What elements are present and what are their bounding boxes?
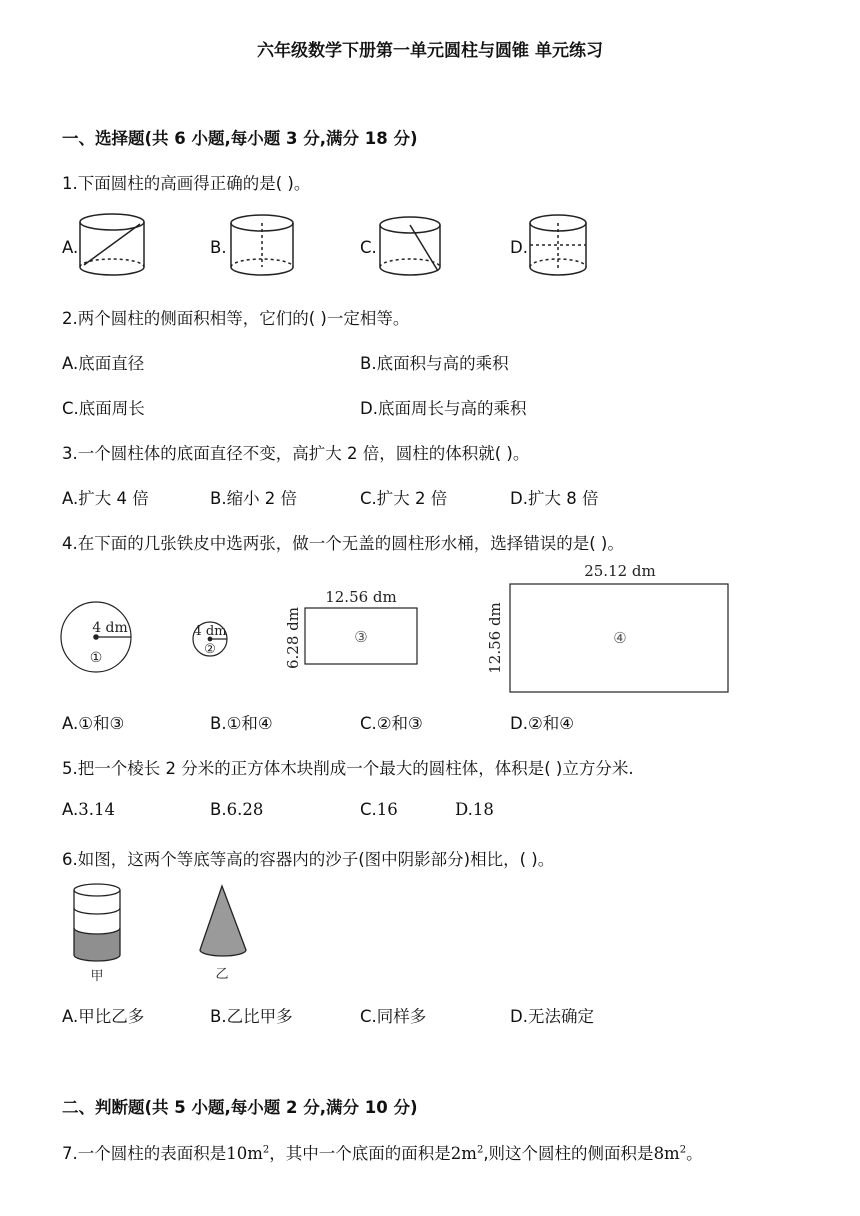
question-1: 1.下面圆柱的高画得正确的是( )。: [62, 174, 311, 193]
q6-option-b[interactable]: B.乙比甲多: [210, 1007, 293, 1026]
cone-container-icon: [200, 886, 246, 956]
cylinder-b-icon: [231, 215, 293, 275]
question-5: 5.把一个棱长 2 分米的正方体木块削成一个最大的圆柱体，体积是( )立方分米.: [62, 759, 634, 778]
circle2-radius-label: 4 dm: [193, 624, 227, 639]
circle1-number: ①: [89, 650, 103, 666]
q1-cylinders-figure: [0, 205, 860, 285]
label-jia: 甲: [90, 969, 104, 984]
q1-option-b[interactable]: B.: [210, 238, 227, 257]
rect4-side-label: 12.56 dm: [486, 602, 504, 674]
q5-option-d[interactable]: D.18: [455, 800, 494, 819]
q4-option-d[interactable]: D.②和④: [510, 714, 575, 733]
cylinder-container-icon: [74, 884, 120, 961]
q4-option-b[interactable]: B.①和④: [210, 714, 273, 733]
q1-option-a[interactable]: A.: [62, 238, 79, 257]
q5-option-c[interactable]: C.16: [360, 800, 398, 819]
page-title: 六年级数学下册第一单元圆柱与圆锥 单元练习: [257, 41, 603, 61]
question-7: 7.一个圆柱的表面积是$10m^2$，其中一个底面的面积是$2m^2$,则这个圆柱的侧面积是$8m^2$。: [62, 1144, 703, 1163]
rect3-number: ③: [354, 628, 368, 646]
question-4: 4.在下面的几张铁皮中选两张，做一个无盖的圆柱形水桶，选择错误的是( )。: [62, 534, 624, 553]
rect4-number: ④: [613, 629, 627, 647]
q4-option-a[interactable]: A.①和③: [62, 714, 125, 733]
q4-option-c[interactable]: C.②和③: [360, 714, 423, 733]
circle1-radius-label: 4 dm: [92, 620, 128, 636]
q6-option-c[interactable]: C.同样多: [360, 1007, 427, 1026]
q1-option-c[interactable]: C.: [360, 238, 377, 257]
question-3: 3.一个圆柱体的底面直径不变，高扩大 2 倍，圆柱的体积就( )。: [62, 444, 530, 463]
q3-option-a[interactable]: A.扩大 4 倍: [62, 489, 149, 508]
q4-sheets-figure: [0, 558, 860, 703]
section-2-heading: 二、判断题(共 5 小题,每小题 2 分,满分 10 分): [62, 1098, 418, 1117]
q3-option-c[interactable]: C.扩大 2 倍: [360, 489, 448, 508]
cylinder-c-icon: [380, 217, 440, 275]
circle2-number: ②: [204, 642, 216, 657]
section-1-heading: 一、选择题(共 6 小题,每小题 3 分,满分 18 分): [62, 129, 418, 148]
q5-option-b[interactable]: B.6.28: [210, 800, 264, 819]
q2-option-a[interactable]: A.底面直径: [62, 354, 145, 373]
question-2: 2.两个圆柱的侧面积相等，它们的( )一定相等。: [62, 309, 410, 328]
q2-option-b[interactable]: B.底面积与高的乘积: [360, 354, 509, 373]
label-yi: 乙: [215, 967, 229, 982]
q1-option-d[interactable]: D.: [510, 238, 528, 257]
q6-option-d[interactable]: D.无法确定: [510, 1007, 594, 1026]
q5-option-a[interactable]: A.3.14: [62, 800, 115, 819]
rect3-top-label: 12.56 dm: [325, 588, 397, 606]
q3-option-d[interactable]: D.扩大 8 倍: [510, 489, 599, 508]
rect3-side-label: 6.28 dm: [284, 607, 302, 669]
cylinder-a-icon: [80, 214, 144, 275]
rect4-top-label: 25.12 dm: [584, 562, 656, 580]
q6-option-a[interactable]: A.甲比乙多: [62, 1007, 145, 1026]
q2-option-d[interactable]: D.底面周长与高的乘积: [360, 399, 527, 418]
question-6: 6.如图，这两个等底等高的容器内的沙子(图中阴影部分)相比，( )。: [62, 850, 555, 869]
cylinder-d-icon: [530, 215, 586, 275]
q2-option-c[interactable]: C.底面周长: [62, 399, 145, 418]
q6-containers-figure: [60, 880, 260, 990]
q3-option-b[interactable]: B.缩小 2 倍: [210, 489, 298, 508]
